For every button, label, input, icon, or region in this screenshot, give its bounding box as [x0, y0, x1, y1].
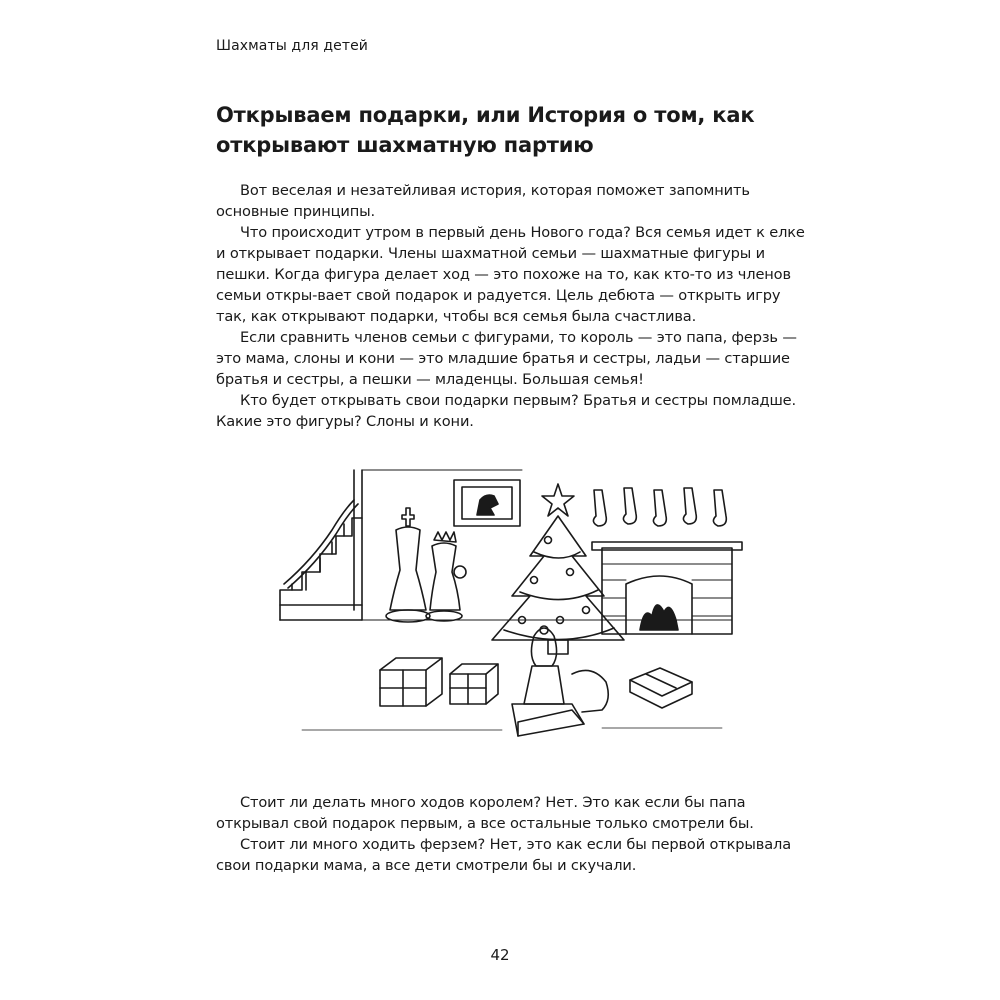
- chapter-title: Открываем подарки, или История о том, как открывают шахматную партию: [216, 103, 755, 157]
- paragraph: Стоит ли много ходить ферзем? Нет, это как если бы первой открывала свои подарки мама, а все дети смотрели бы и скучали.: [216, 836, 792, 874]
- christmas-chess-illustration: [272, 460, 752, 750]
- paragraph: Если сравнить членов семьи с фигурами, то король — это папа, ферзь — это мама, слоны и кони — это младшие братья и сестры, ладьи — старшие братья и сестры, а пешки — младенцы. Большая семья!: [216, 329, 797, 388]
- body-text-top: [216, 180, 808, 432]
- paragraph: Вот веселая и незатейливая история, которая поможет запомнить основные принципы.: [216, 182, 750, 220]
- running-header: Шахматы для детей: [216, 38, 368, 54]
- bishop-with-present-drawing: [512, 626, 608, 736]
- paragraph: Кто будет открывать свои подарки первым? Братья и сестры помладше. Какие это фигуры? Слоны и кони.: [216, 392, 797, 430]
- framed-knight-picture: [454, 480, 520, 526]
- paragraph: Стоит ли делать много ходов королем? Нет. Это как если бы папа открывал свой подарок первым, а все остальные только смотрели бы.: [216, 794, 754, 832]
- page-number: 42: [490, 946, 510, 964]
- stockings-drawing: [593, 488, 726, 526]
- staircase-drawing: [280, 470, 362, 620]
- paragraph: Что происходит утром в первый день Нового года? Вся семья идет к елке и открывает подарки. Члены шахматной семьи — шахматные фигуры и пешки. Когда фигура делает ход — это похоже на то, как кто-то из членов семьи откры-вает свой подарок и радуется. Цель дебюта — открыть игру так, как открывают подарки, чтобы вся семья была счастлива.: [216, 224, 805, 325]
- body-text-bottom: [216, 792, 808, 876]
